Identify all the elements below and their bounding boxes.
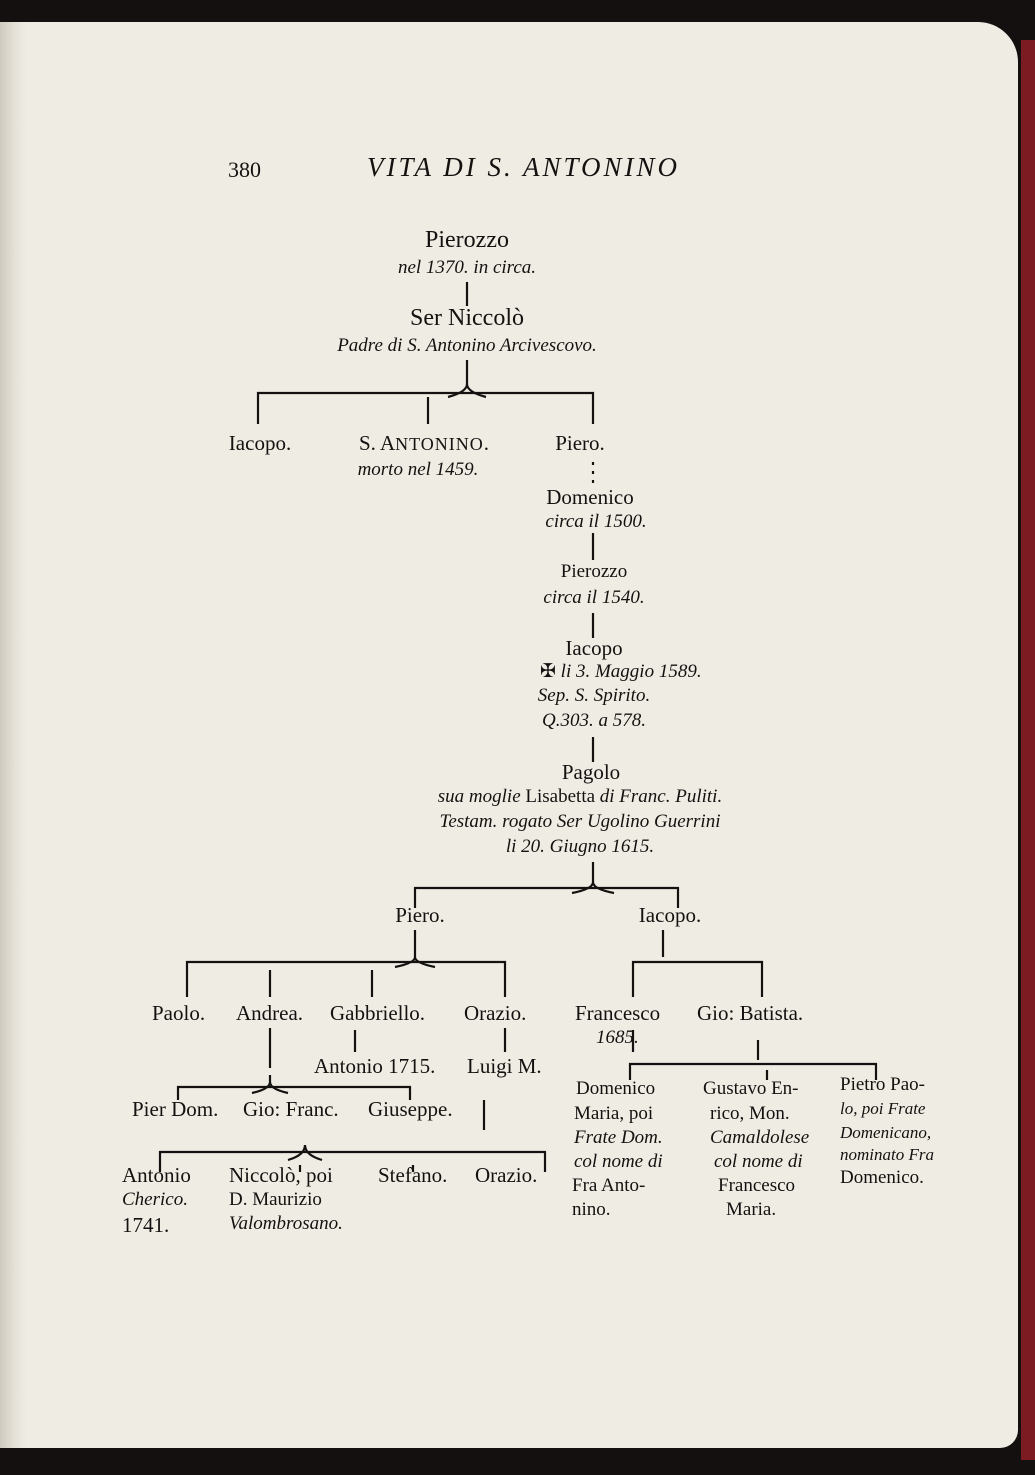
antonio-1715: Antonio 1715. [314,1054,436,1078]
pagolo-name: Pagolo [561,760,621,784]
francesco-year: 1685. [596,1027,639,1048]
domenico-name: Domenico [546,485,634,509]
s-antonino-note: morto nel 1459. [357,459,479,480]
gustavo-l2: rico, Mon. [710,1103,790,1124]
gustavo-l6: Maria. [726,1199,777,1220]
domenico-note: circa il 1500. [545,511,647,532]
domenico-maria-l3: Frate Dom. [574,1127,663,1148]
domenico-maria-l4: col nome di [574,1151,663,1172]
pierozzo2-note: circa il 1540. [543,587,645,608]
niccolo-line1: Niccolò, poi [229,1163,333,1187]
pagolo-testament: Testam. rogato Ser Ugolino Guerrini [439,811,721,832]
piero2-name: Piero. [395,903,445,927]
piero-gen3: Piero. [555,431,605,455]
cross-icon: ✠ [540,661,556,682]
page-number: 380 [228,157,261,182]
running-title: VITA DI S. ANTONINO [367,152,681,182]
paolo-name: Paolo. [152,1001,206,1025]
pierozzo-name: Pierozzo [425,227,509,253]
iacopo3-name: Iacopo. [638,903,702,927]
antonio-cherico-line1: Antonio [122,1163,191,1187]
gustavo-l4: col nome di [714,1151,803,1172]
stefano-name: Stefano. [378,1163,448,1187]
orazio2-name: Orazio. [475,1163,538,1187]
pagolo-date: li 20. Giugno 1615. [505,836,655,857]
ser-niccolo-name: Ser Niccolò [410,305,524,331]
andrea-name: Andrea. [236,1001,304,1025]
gustavo-l1: Gustavo En- [703,1078,799,1099]
gustavo-l5: Francesco [718,1175,796,1196]
niccolo-line3: Valombrosano. [229,1213,343,1234]
gabbriello-name: Gabbriello. [330,1001,426,1025]
pietro-paolo-l2: lo, poi Frate [840,1099,926,1118]
pietro-paolo-l5: Domenico. [840,1167,924,1188]
pierozzo2-name: Pierozzo [560,561,628,582]
antonio-cherico-line2: Cherico. [122,1189,188,1210]
orazio-name: Orazio. [464,1001,527,1025]
pietro-paolo-l1: Pietro Pao- [840,1074,925,1095]
iacopo2-name: Iacopo [565,636,623,660]
domenico-maria-l5: Fra Anto- [572,1175,646,1196]
iacopo2-sepulture: Sep. S. Spirito. [537,685,651,706]
domenico-maria-l2: Maria, poi [574,1103,654,1124]
giuseppe-name: Giuseppe. [368,1097,453,1121]
pierozzo-note: nel 1370. in circa. [397,257,537,278]
pietro-paolo-l3: Domenicano, [840,1123,932,1142]
pietro-paolo-l4: nominato Fra [840,1145,934,1164]
ser-niccolo-note: Padre di S. Antonino Arcivescovo. [337,335,597,356]
niccolo-line2: D. Maurizio [229,1189,322,1210]
pier-dom-name: Pier Dom. [132,1097,219,1121]
gio-franc-name: Gio: Franc. [243,1097,339,1121]
francesco-name: Francesco [575,1001,661,1025]
gio-batista-name: Gio: Batista. [697,1001,804,1025]
domenico-maria-l6: nino. [572,1199,611,1220]
iacopo2-death: ✠ li 3. Maggio 1589. [540,661,702,682]
luigi-m: Luigi M. [467,1054,542,1078]
iacopo2-ref: Q.303. a 578. [542,710,646,731]
antonio-cherico-line3: 1741. [122,1213,170,1237]
iacopo-gen3: Iacopo. [228,431,292,455]
s-antonino-name: S. ANTONINO. [358,431,490,455]
pagolo-wife: sua moglie Lisabetta di Franc. Puliti. [437,786,723,807]
domenico-maria-l1: Domenico [576,1078,656,1099]
gustavo-l3: Camaldolese [710,1127,810,1148]
